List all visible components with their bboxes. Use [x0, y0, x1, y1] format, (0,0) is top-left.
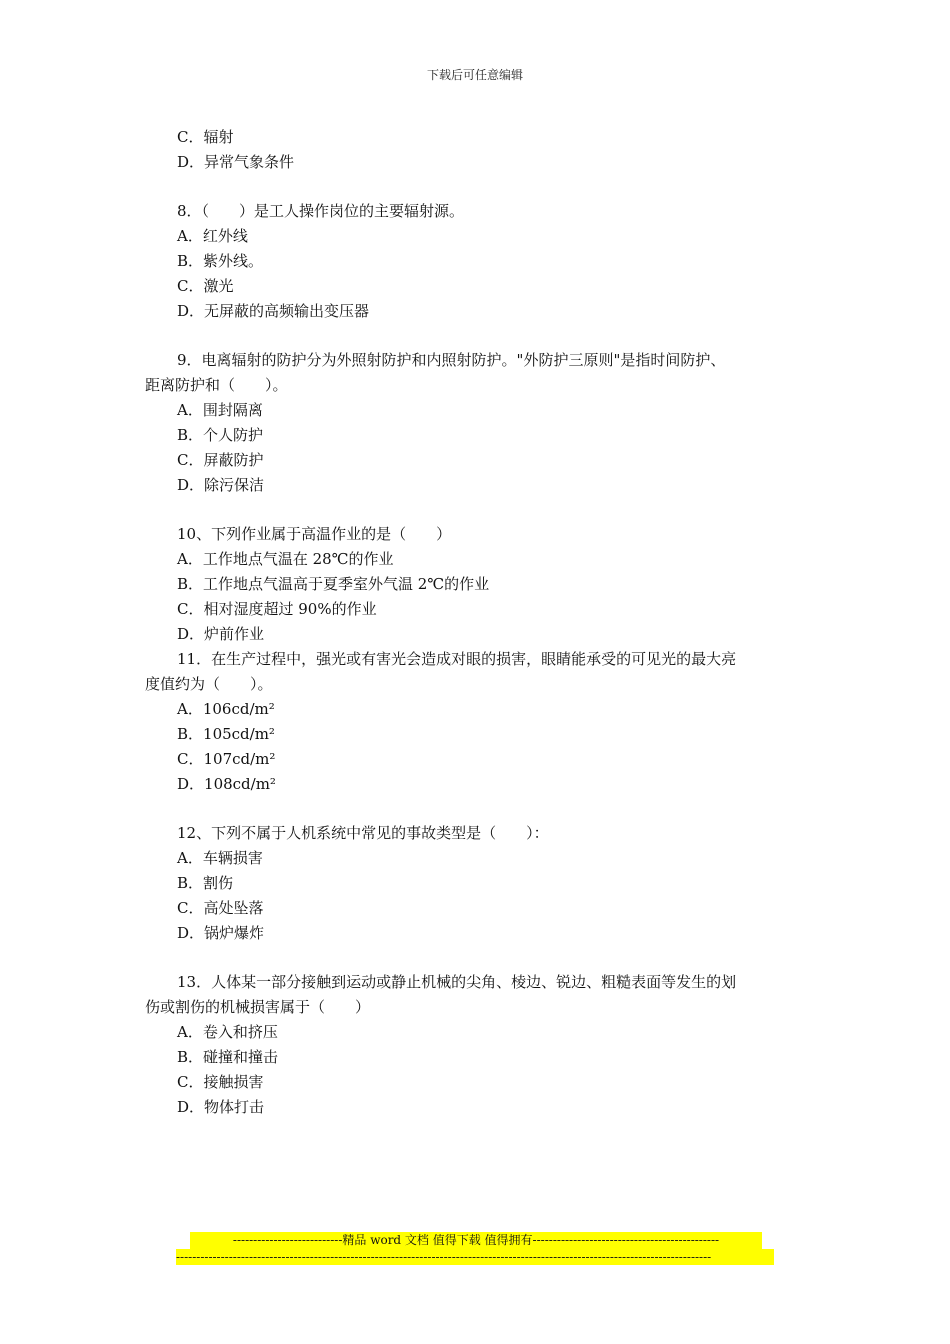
question-text: 12、下列不属于人机系统中常见的事故类型是（ ）：: [177, 824, 549, 842]
option-a: A．106cd/m²: [177, 700, 275, 718]
option-d: D．无屏蔽的高频输出变压器: [177, 302, 370, 320]
question-text: 10、下列作业属于高温作业的是（ ）: [177, 525, 452, 543]
footer-banner-line1: ---------------------------精品 word 文档 值得下载 值得拥有----------------------------------------------: [190, 1232, 762, 1249]
option-d: D．炉前作业: [177, 625, 265, 643]
option-b: B．碰撞和撞击: [177, 1048, 279, 1066]
question-7-tail: [145, 125, 810, 175]
option-b: B．105cd/m²: [177, 725, 275, 743]
page-header: 下载后可任意编辑: [426, 68, 523, 82]
option-a: A．工作地点气温在 28℃的作业: [177, 550, 394, 568]
option-a: A．围封隔离: [177, 401, 263, 419]
question-12: [145, 821, 810, 946]
option-c: C．相对湿度超过 90%的作业: [177, 600, 377, 618]
question-text-line1: 9．电离辐射的防护分为外照射防护和内照射防护。"外防护三原则"是指时间防护、: [177, 351, 726, 369]
option-d: D．锅炉爆炸: [177, 924, 265, 942]
option-c: C．高处坠落: [177, 899, 264, 917]
footer-banner-line2: ------------------------------------------------------------------------------------------------------------------------------------: [176, 1249, 774, 1265]
option-b: B．工作地点气温高于夏季室外气温 2℃的作业: [177, 575, 490, 593]
question-text-line2: 伤或割伤的机械损害属于（ ）: [145, 998, 371, 1016]
option-c: C．接触损害: [177, 1073, 264, 1091]
option-a: A．车辆损害: [177, 849, 263, 867]
question-text-line2: 度值约为（ ）。: [145, 675, 273, 693]
option-a: A．红外线: [177, 227, 248, 245]
question-10: [145, 522, 810, 647]
option-c: C．激光: [177, 277, 234, 295]
option-b: B．割伤: [177, 874, 234, 892]
question-text-line2: 距离防护和（ ）。: [145, 376, 288, 394]
option-b: B．个人防护: [177, 426, 264, 444]
option-d: D．物体打击: [177, 1098, 265, 1116]
option-b: B．紫外线。: [177, 252, 264, 270]
question-13: [145, 970, 810, 1120]
question-9: [145, 348, 810, 498]
document-body: [145, 125, 810, 1120]
option-d: D．108cd/m²: [177, 775, 276, 793]
question-text-line1: 11．在生产过程中，强光或有害光会造成对眼的损害，眼睛能承受的可见光的最大亮: [177, 650, 737, 668]
question-text: 8．（ ）是工人操作岗位的主要辐射源。: [177, 202, 465, 220]
question-text-line1: 13．人体某一部分接触到运动或静止机械的尖角、棱边、锐边、粗糙表面等发生的划: [177, 973, 737, 991]
option-a: A．卷入和挤压: [177, 1023, 278, 1041]
option-d: D．异常气象条件: [177, 153, 295, 171]
option-c: C．107cd/m²: [177, 750, 276, 768]
option-d: D．除污保洁: [177, 476, 265, 494]
option-c: C．屏蔽防护: [177, 451, 264, 469]
option-c: C．辐射: [177, 128, 234, 146]
question-11: [145, 647, 810, 797]
question-8: [145, 199, 810, 324]
